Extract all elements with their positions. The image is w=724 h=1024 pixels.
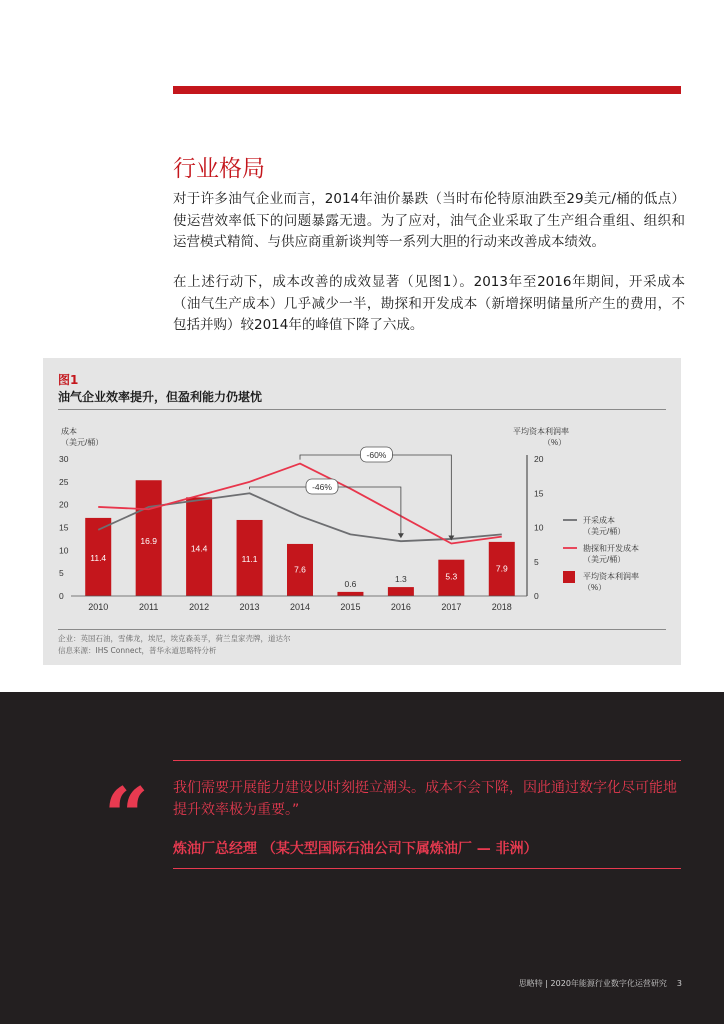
x-tick-label: 2015 <box>340 602 361 612</box>
annotation-60: -60% <box>366 450 387 460</box>
legend-sublabel: （美元/桶） <box>583 527 626 536</box>
quote-top-rule <box>173 760 681 761</box>
section-title: 行业格局 <box>173 156 265 182</box>
legend-label: 开采成本 <box>583 516 615 525</box>
bracket-60 <box>300 455 451 539</box>
x-tick-label: 2016 <box>390 602 411 612</box>
right-tick-label: 0 <box>534 591 539 601</box>
quote-text: 我们需要开展能力建设以时刻挺立潮头。成本不会下降，因此通过数字化尽可能地提升效率极为重要。” <box>173 780 677 818</box>
legend-label: 勘探和开发成本 <box>583 544 639 553</box>
legend-label: 平均资本利润率 <box>583 572 639 581</box>
quote-bottom-rule <box>173 868 681 869</box>
figure-bottom-rule <box>58 629 666 630</box>
left-tick-label: 25 <box>59 476 69 487</box>
legend-sublabel: （美元/桶） <box>583 555 626 564</box>
bar <box>337 592 363 596</box>
left-tick-label: 10 <box>59 545 69 556</box>
figure-note-companies: 企业：英国石油，雪佛龙，埃尼，埃克森美孚，荷兰皇家壳牌，道达尔 <box>58 634 291 643</box>
x-tick-label: 2017 <box>441 602 462 612</box>
right-axis-unit: （%） <box>543 438 567 447</box>
figure-panel <box>43 358 681 665</box>
x-tick-label: 2014 <box>289 602 311 612</box>
x-tick-label: 2018 <box>491 602 512 612</box>
left-tick-label: 15 <box>59 522 69 533</box>
bar-value-label: 5.3 <box>445 571 458 582</box>
top-accent-rule <box>173 86 681 94</box>
x-tick-label: 2010 <box>88 602 109 612</box>
bracket-46 <box>250 487 401 537</box>
left-tick-label: 5 <box>59 568 64 579</box>
bracket-46-arrow <box>398 533 404 538</box>
bar-value-label: 16.9 <box>140 535 157 546</box>
bar-value-label: 7.9 <box>495 563 508 574</box>
left-axis-unit: （美元/桶） <box>61 438 104 447</box>
right-axis-title: 平均资本利润率 <box>513 427 569 436</box>
figure-number: 图1 <box>58 373 79 387</box>
page-number: 3 <box>676 979 682 988</box>
bar-value-label: 14.4 <box>190 543 208 554</box>
bar-value-label: 11.1 <box>241 553 258 564</box>
page-footer <box>519 978 682 989</box>
bar-value-label: 7.6 <box>294 564 306 575</box>
bar-value-label: 11.4 <box>90 552 107 563</box>
x-tick-label: 2013 <box>239 602 260 612</box>
right-tick-label: 20 <box>534 454 544 464</box>
figure-title: 油气企业效率提升，但盈利能力仍堪忧 <box>58 390 263 404</box>
footer-text: 思略特 | 2020年能源行业数字化运营研究 <box>518 979 667 988</box>
right-tick-label: 10 <box>534 522 544 533</box>
bar-value-label: 1.3 <box>394 574 407 585</box>
x-tick-label: 2011 <box>138 602 159 612</box>
left-tick-label: 0 <box>59 591 64 601</box>
legend-sublabel: （%） <box>583 583 607 592</box>
bar <box>388 587 414 596</box>
body-paragraph-2: 在上述行动下，成本改善的成效显著（见图1）。2013年至2016年期间，开采成本（油气生产成本）几乎减少一半，勘探和开发成本（新增探明储量所产生的费用，不包括并购）较2014年的峰值下降了六成。 <box>173 274 685 333</box>
chart <box>43 358 681 628</box>
body-paragraph-1: 对于许多油气企业而言，2014年油价暴跌（当时布伦特原油跌至29美元/桶的低点）使运营效率低下的问题暴露无遗。为了应对，油气企业采取了生产组合重组、组织和运营模式精简、与供应商重新谈判等一系列大胆的行动来改善成本绩效。 <box>173 191 685 250</box>
left-axis-title: 成本 <box>61 427 77 436</box>
quote-mark-icon: “ <box>104 771 149 862</box>
left-tick-label: 20 <box>59 499 69 510</box>
right-tick-label: 5 <box>534 556 539 567</box>
x-tick-label: 2012 <box>189 602 210 612</box>
quote-attribution: 炼油厂总经理 （某大型国际石油公司下属炼油厂 — 非洲） <box>173 841 538 857</box>
annotation-46: -46% <box>312 482 332 492</box>
figure-note-source: 信息来源：IHS Connect，普华永道思略特分析 <box>58 646 217 655</box>
left-tick-label: 30 <box>59 454 69 464</box>
legend-swatch-box <box>563 571 575 583</box>
bar-value-label: 0.6 <box>344 578 357 589</box>
right-tick-label: 15 <box>534 488 544 499</box>
